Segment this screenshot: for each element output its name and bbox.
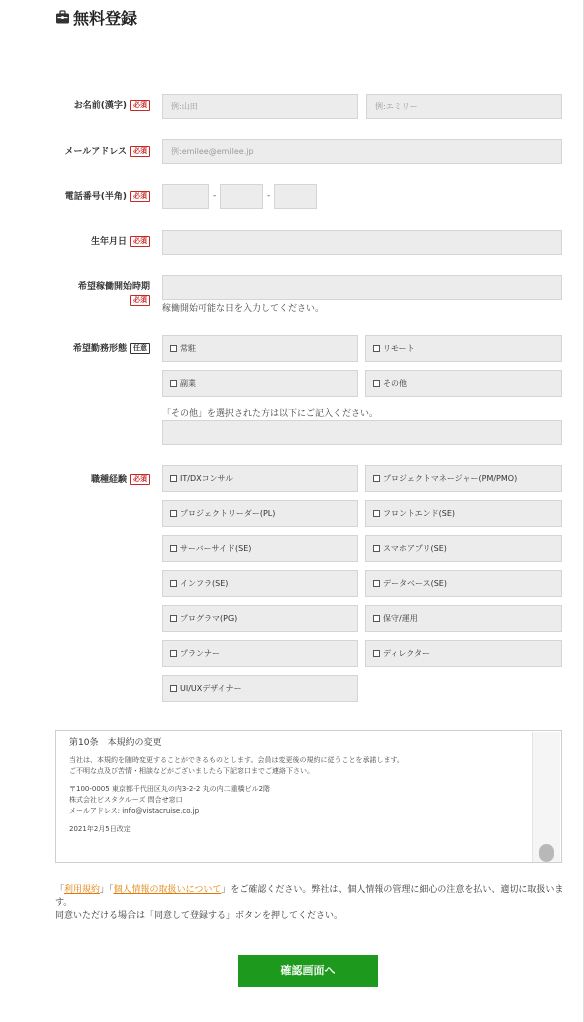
checkbox[interactable]	[170, 650, 177, 657]
phone-input-3[interactable]	[274, 184, 317, 209]
work-style-option[interactable]: リモート	[365, 335, 562, 362]
start-date-note: 稼働開始可能な日を入力してください。	[162, 304, 325, 314]
phone-input-1[interactable]	[162, 184, 209, 209]
job-option[interactable]: プロジェクトリーダー(PL)	[162, 500, 358, 527]
work-style-option[interactable]: 常駐	[162, 335, 358, 362]
page-heading	[55, 6, 137, 28]
optional-badge: 任意	[130, 343, 150, 354]
checkbox[interactable]	[373, 580, 380, 587]
job-option[interactable]: プログラマ(PG)	[162, 605, 358, 632]
checkbox[interactable]	[373, 650, 380, 657]
terms-contact: 〒100-0005 東京都千代田区丸の内3-2-2 丸の内二重橋ビル2階 株式会社ビスタクルーズ 問合せ窓口 メールアドレス: info@vistacruise.co.jp	[69, 785, 271, 815]
checkbox[interactable]	[170, 380, 177, 387]
last-name-input[interactable]: 例:山田	[162, 94, 358, 119]
checkbox[interactable]	[170, 510, 177, 517]
checkbox[interactable]	[170, 545, 177, 552]
checkbox[interactable]	[373, 545, 380, 552]
phone-separator: -	[213, 191, 217, 201]
required-badge: 必須	[130, 236, 150, 247]
scrollbar-thumb[interactable]	[539, 844, 554, 862]
birthdate-input[interactable]	[162, 230, 562, 255]
checkbox[interactable]	[170, 475, 177, 482]
label-birthdate: 生年月日 必須	[0, 235, 150, 249]
label-phone: 電話番号(半角) 必須	[0, 190, 150, 204]
start-date-input[interactable]	[162, 275, 562, 300]
required-badge: 必須	[130, 295, 150, 306]
terms-of-use-link[interactable]: 利用規約	[64, 885, 101, 895]
job-option[interactable]: フロントエンド(SE)	[365, 500, 562, 527]
work-style-option[interactable]: その他	[365, 370, 562, 397]
consent-text: 「利用規約」「個人情報の取扱いについて」をご確認ください。弊社は、個人情報の管理に細心の注意を払い、適切に取扱います。 同意いただける場合は「同意して登録する」ボタンを押してください。	[55, 885, 564, 921]
terms-content	[69, 737, 529, 835]
first-name-input[interactable]: 例:エミリー	[366, 94, 562, 119]
required-badge: 必須	[130, 191, 150, 202]
job-option[interactable]: プロジェクトマネージャー(PM/PMO)	[365, 465, 562, 492]
checkbox[interactable]	[373, 380, 380, 387]
job-option[interactable]: ディレクター	[365, 640, 562, 667]
job-option[interactable]: サーバーサイド(SE)	[162, 535, 358, 562]
checkbox[interactable]	[373, 475, 380, 482]
privacy-policy-link[interactable]: 個人情報の取扱いについて	[113, 885, 222, 895]
checkbox[interactable]	[373, 345, 380, 352]
job-option[interactable]: スマホアプリ(SE)	[365, 535, 562, 562]
job-option[interactable]: プランナー	[162, 640, 358, 667]
checkbox[interactable]	[170, 615, 177, 622]
checkbox[interactable]	[170, 580, 177, 587]
work-style-option[interactable]: 副業	[162, 370, 358, 397]
label-name: お名前(漢字) 必須	[0, 99, 150, 113]
terms-body: 当社は、本規約を随時変更することができるものとします。会員は変更後の規約に従うことを承諾します。 ご不明な点及び苦情・相談などがございましたら下記窓口までご連絡下さい。	[69, 756, 404, 775]
checkbox[interactable]	[170, 345, 177, 352]
label-email: メールアドレス 必須	[0, 145, 150, 159]
terms-scroll-box[interactable]	[55, 730, 562, 863]
terms-section-title: 第10条 本規約の変更	[69, 738, 162, 748]
other-work-style-input[interactable]	[162, 420, 562, 445]
checkbox[interactable]	[170, 685, 177, 692]
job-option[interactable]: 保守/運用	[365, 605, 562, 632]
terms-scrollbar[interactable]	[532, 732, 560, 862]
phone-input-2[interactable]	[220, 184, 263, 209]
label-start-date: 希望稼働開始時期 必須	[77, 282, 150, 304]
terms-revised-date: 2021年2月5日改定	[69, 825, 131, 833]
page-title: 無料登録	[73, 8, 138, 28]
job-option[interactable]: インフラ(SE)	[162, 570, 358, 597]
other-note: 「その他」を選択された方は以下にご記入ください。	[162, 409, 379, 419]
required-badge: 必須	[130, 146, 150, 157]
briefcase-icon	[55, 10, 70, 25]
checkbox[interactable]	[373, 615, 380, 622]
label-work-style: 希望勤務形態 任意	[0, 342, 150, 356]
checkbox[interactable]	[373, 510, 380, 517]
confirm-button[interactable]: 確認画面へ	[238, 955, 378, 987]
required-badge: 必須	[130, 474, 150, 485]
phone-separator: -	[267, 191, 271, 201]
email-input[interactable]: 例:emilee@emilee.jp	[162, 139, 562, 164]
job-option[interactable]: データベース(SE)	[365, 570, 562, 597]
job-option[interactable]: UI/UXデザイナー	[162, 675, 358, 702]
required-badge: 必須	[130, 100, 150, 111]
job-option[interactable]: IT/DXコンサル	[162, 465, 358, 492]
label-job-experience: 職種経験 必須	[0, 473, 150, 487]
